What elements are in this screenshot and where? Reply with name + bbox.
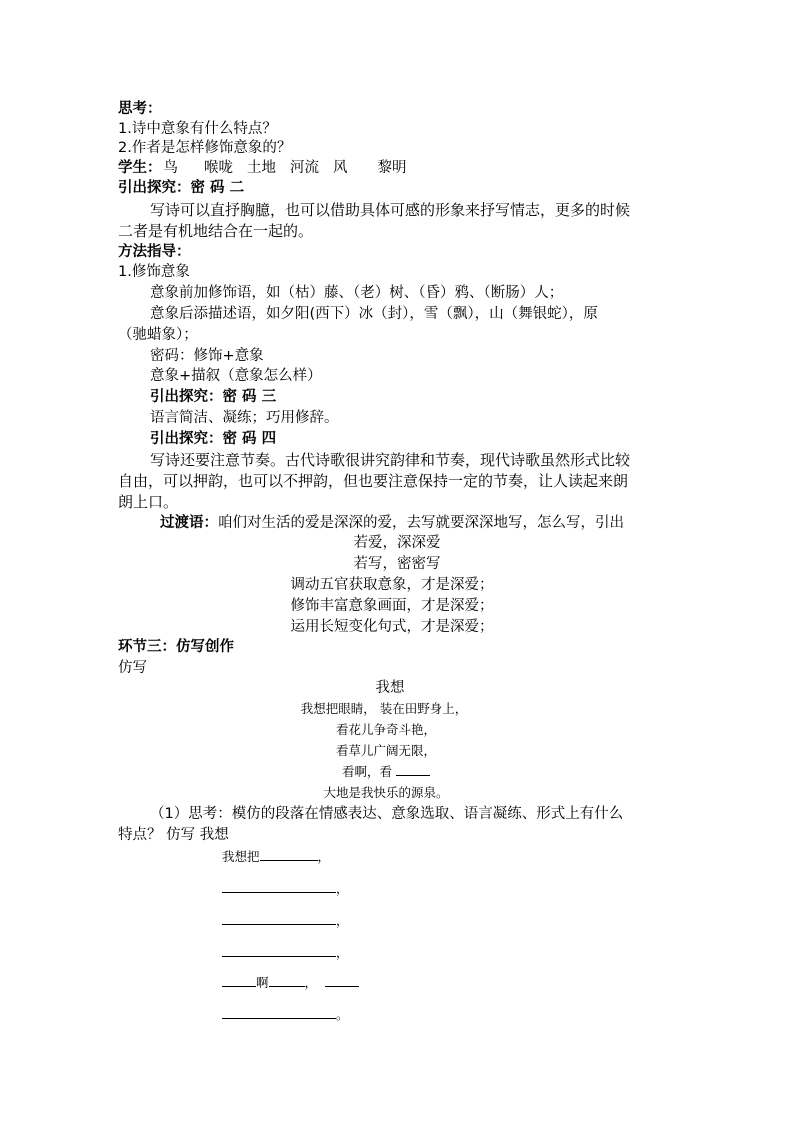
fill-line-6 xyxy=(222,1004,349,1025)
explore-2-para-2: 二者是有机地结合在一起的。 xyxy=(118,222,314,240)
fill-blank[interactable] xyxy=(222,878,336,893)
fill-line-5 xyxy=(222,972,359,993)
fill-blank[interactable] xyxy=(269,972,305,987)
transition-line xyxy=(160,513,624,533)
method-formula: 意象+描叙（意象怎么样） xyxy=(150,368,322,384)
transition-text: 咱们对生活的爱是深深的爱，去写就要深深地写，怎么写，引出 xyxy=(218,515,624,531)
fill-line-2 xyxy=(222,878,349,899)
fill-blank[interactable] xyxy=(222,972,256,987)
method-sub: 1.修饰意象 xyxy=(118,264,190,280)
exercise-line-1: （1）思考：模仿的段落在情感表达、意象选取、语言凝练、形式上有什么 xyxy=(150,806,624,822)
poem-title: 我想 xyxy=(375,680,405,696)
explore-4-heading: 引出探究：密 码 四 xyxy=(150,431,277,447)
em-dash xyxy=(325,976,359,987)
poem-line-4-text: 看啊，看 xyxy=(341,764,393,779)
explore-2-para-1: 写诗可以直抒胸臆，也可以借助具体可感的形象来抒写情志，更多的时候 xyxy=(150,201,631,219)
fill-line-3 xyxy=(222,910,349,931)
fill-blank[interactable] xyxy=(222,942,336,957)
comma: ， xyxy=(336,913,349,928)
transition-line-1: 若爱，深深爱 xyxy=(353,535,441,551)
student-item: 土地 xyxy=(247,160,276,176)
explore-4-line-1: 写诗还要注意节奏。古代诗歌很讲究韵律和节奏，现代诗歌虽然形式比较 xyxy=(150,451,631,469)
fill-line-4 xyxy=(222,942,349,963)
fill-blank[interactable] xyxy=(222,1004,336,1019)
transition-label: 过渡语： xyxy=(160,515,218,531)
explore-4-line-2: 自由，可以押韵，也可以不押韵，但也要注意保持一定的节奏，让人读起来朗 xyxy=(118,472,629,490)
period: 。 xyxy=(336,1007,349,1022)
fill-line-1 xyxy=(222,846,330,867)
explore-3-heading: 引出探究：密 码 三 xyxy=(150,389,277,405)
student-item: 风 xyxy=(333,160,348,176)
transition-line-5: 运用长短变化句式，才是深爱； xyxy=(290,619,494,635)
transition-line-2: 若写，密密写 xyxy=(353,556,441,572)
mid-word: 啊 xyxy=(256,975,269,990)
comma: ， xyxy=(317,849,331,864)
fill-blank[interactable] xyxy=(260,846,318,861)
question-1: 1.诗中意象有什么特点？ xyxy=(118,121,277,137)
poem-line-5: 大地是我快乐的源泉。 xyxy=(323,785,449,800)
method-line-1: 意象前加修饰语，如（枯）藤、（老）树、（昏）鸦、（断肠）人； xyxy=(150,285,564,301)
transition-line-3: 调动五官获取意象，才是深爱； xyxy=(290,577,494,593)
em-dash xyxy=(396,765,430,776)
exercise-line-2: 特点？ 仿写 我想 xyxy=(118,827,229,843)
section-3-sub: 仿写 xyxy=(118,660,147,676)
fill-prefix: 我想把 xyxy=(222,849,260,864)
question-2: 2.作者是怎样修饰意象的？ xyxy=(118,140,292,156)
method-line-2: 意象后添描述语，如夕阳(西下）冰（封），雪（飘），山（舞银蛇），原 xyxy=(150,306,598,322)
section-3-heading: 环节三：仿写创作 xyxy=(118,639,234,655)
student-item: 河流 xyxy=(290,160,319,176)
comma: ， xyxy=(304,975,318,990)
method-heading: 方法指导： xyxy=(118,244,191,260)
student-line xyxy=(118,158,407,178)
method-line-3: （驰蜡象）； xyxy=(118,327,198,343)
comma: ， xyxy=(336,881,349,896)
poem-line-1: 我想把眼睛， 装在田野身上， xyxy=(300,701,468,716)
poem-line-3: 看草儿广阔无限， xyxy=(335,743,437,758)
student-item: 黎明 xyxy=(377,160,407,176)
student-item: 喉咙 xyxy=(204,160,233,176)
poem-line-2: 看花儿争奇斗艳， xyxy=(335,722,437,737)
comma: ， xyxy=(336,945,349,960)
explore-3-text: 语言简洁、凝练；巧用修辞。 xyxy=(150,410,339,426)
think-heading: 思考： xyxy=(118,101,162,117)
transition-line-4: 修饰丰富意象画面，才是深爱； xyxy=(290,598,494,614)
student-item: 鸟 xyxy=(163,160,178,176)
method-code: 密码：修饰+意象 xyxy=(150,348,264,364)
explore-4-line-3: 朗上口。 xyxy=(118,493,179,511)
poem-line-4 xyxy=(342,762,430,782)
fill-blank[interactable] xyxy=(222,910,336,925)
explore-2-heading: 引出探究：密 码 二 xyxy=(118,180,245,196)
student-label: 学生： xyxy=(118,160,162,176)
